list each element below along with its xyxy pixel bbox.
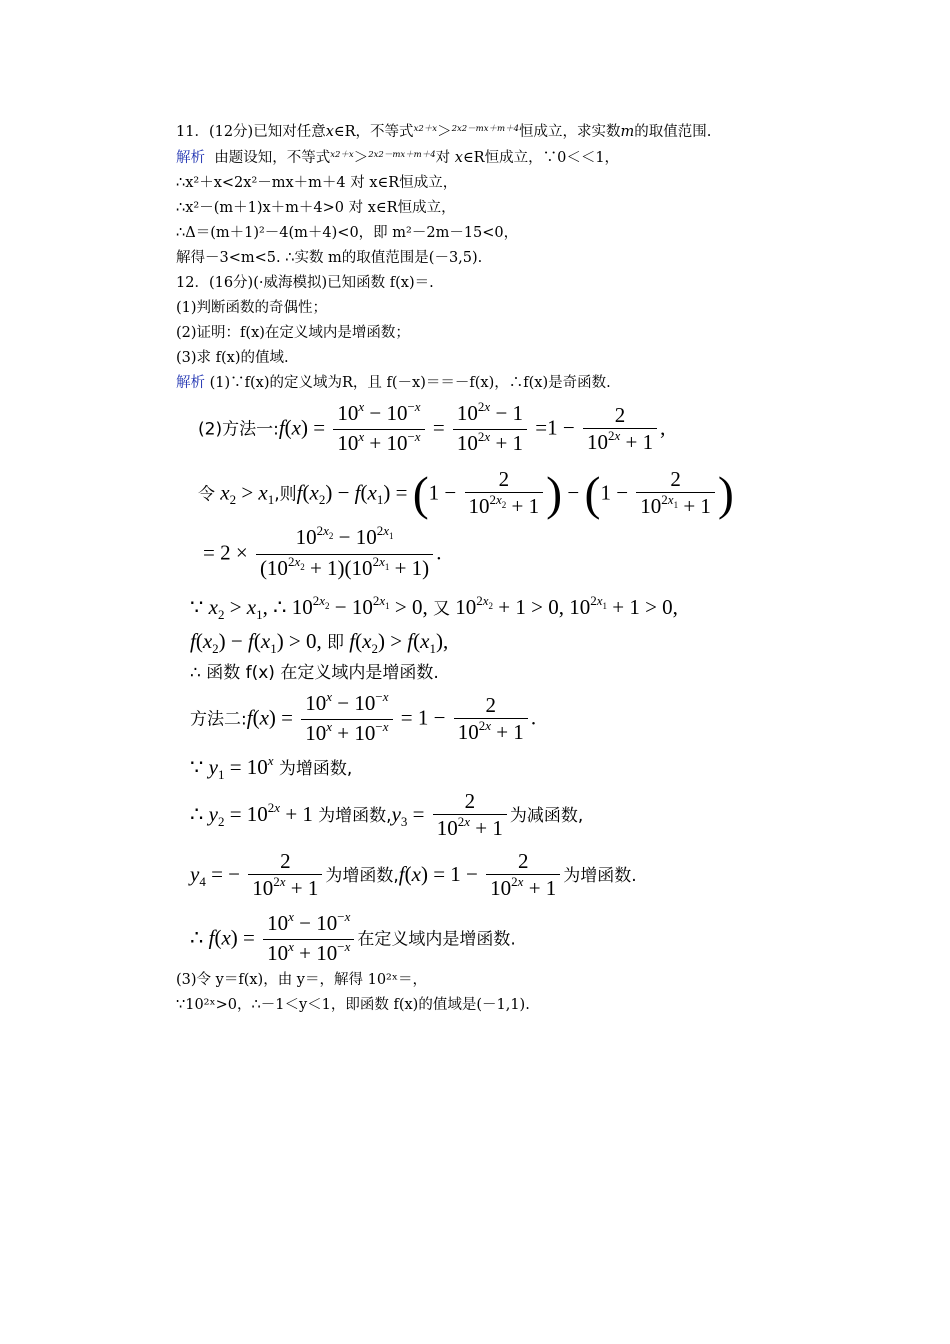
method2-conclusion-text: 在定义域内是增函数. [357, 929, 516, 950]
solution-11-line-3: ∴x²－(m＋1)x＋m＋4>0 对 x∈R恒成立， [176, 200, 456, 216]
problem-11-exp1: x2＋x [413, 124, 438, 134]
problem-11-text-e: 的取值范围. [634, 124, 712, 140]
solution-12-line-1 [176, 373, 611, 393]
solution-11-line-5: 解得－3<m<5. ∴实数 m的取值范围是(－3,5). [176, 250, 483, 266]
method1-tail: =1 − [535, 415, 575, 440]
solution-11-text-c: ∈R恒成立，∵0＜＜1， [462, 150, 620, 166]
method1-line4: ∵ $x_2 > x_1$, ∴ $10^{2x_2} - 10^{2x_1} > 0$, 又 $10^{2x_2} + 1 > 0$, $10^{2x_1} + 1 > 0$, [190, 593, 678, 622]
solution-11-text-a: 由题设知，不等式 [214, 150, 331, 166]
fraction: $\frac{10^x - 10^{-x}}{10^x + 10^{-x}}$ [263, 910, 354, 969]
solution-11-line-2: ∴x²＋x<2x²－mx＋m＋4 对 x∈R恒成立， [176, 175, 458, 191]
solution-12-part3-line1: (3)令 y＝f(x)，由 y＝，解得 10²ˣ＝， [176, 972, 428, 988]
solution-11-line-1 [176, 148, 619, 170]
method1-line5: $f(x_2) - f(x_1) > 0$, 即 $f(x_2) > f(x_1)$, [190, 629, 449, 656]
solution-label: 解析 [176, 150, 205, 166]
solution-11-gt: ＞ [353, 150, 369, 166]
method2-line3: ∴ $y_2 = 10^{2x} + 1$ 为增函数$,y_3$ = $\frac{2}{10^{2x} + 1}$ 为减函数, [190, 788, 583, 844]
fraction: $\frac{10^x - 10^{-x}}{10^x + 10^{-x}}$ [333, 400, 424, 459]
method2-lead: 方法二: [190, 709, 247, 730]
solution-12-part1: (1)∵f(x)的定义域为R，且 f(－x)＝＝－f(x)，∴f(x)是奇函数. [209, 375, 611, 391]
method2-line2: ∵ $y_1 = 10^x$ 为增函数, [190, 753, 353, 782]
method2-y3-decreasing: 为减函数, [509, 805, 584, 826]
method2-y4-increasing: 为增函数, [325, 865, 399, 886]
fraction: $\frac{2}{10^{2x} + 1}$ [248, 848, 322, 904]
method2-y2-increasing: 为增函数, [318, 805, 392, 826]
method2-increasing: 为增函数, [278, 759, 353, 779]
solution-label: 解析 [176, 375, 205, 391]
method1-let: 令 [198, 484, 215, 505]
fraction: $\frac{2}{10^{2x} + 1}$ [454, 692, 528, 748]
fraction: $\frac{2}{10^{2x} + 1}$ [583, 402, 657, 458]
problem-11-text-c: ∈R，不等式 [333, 124, 414, 140]
problem-12-q3: (3)求 f(x)的值域. [176, 350, 289, 366]
method1-line3: = 2 × $\frac{10^{2x_2} - 10^{2x_1}}{(10^{2x_2} + 1)(10^{2x_1} + 1)}$ . [203, 524, 441, 585]
fraction: $\frac{2}{10^{2x} + 1}$ [486, 848, 560, 904]
method2-conclusion: ∴ f(x) = $\frac{10^x - 10^{-x}}{10^x + 10^{-x}}$ 在定义域内是增函数. [190, 910, 516, 969]
problem-12-q1: (1)判断函数的奇偶性； [176, 300, 328, 316]
fraction: $\frac{10^{2x} - 1}{10^{2x} + 1}$ [453, 400, 527, 459]
solution-12-part3-line2: ∵10²ˣ>0，∴－1＜y＜1，即函数 f(x)的值域是(－1,1). [176, 997, 530, 1013]
problem-11 [176, 122, 711, 144]
solution-11-exp1: x2＋x [330, 150, 354, 160]
problem-11-var-m: m [620, 124, 635, 140]
fraction: $\frac{2}{10^{2x} + 1}$ [433, 788, 507, 844]
fraction: $\frac{2}{10^{2x_2} + 1}$ [465, 466, 544, 523]
fraction: $\frac{10^x - 10^{-x}}{10^x + 10^{-x}}$ [301, 690, 392, 749]
problem-12-title: 12．(16分)(·威海模拟)已知函数 f(x)＝. [176, 275, 434, 291]
method1-conclusion: ∴ 函数 f(x) 在定义域内是增函数. [190, 663, 439, 683]
problem-11-gt: ＞ [437, 124, 452, 140]
method1-lead: (2)方法一: [198, 419, 279, 440]
problem-12-q2: (2)证明：f(x)在定义域内是增函数； [176, 325, 410, 341]
problem-11-var-x: x [325, 124, 334, 140]
problem-11-text-d: 恒成立，求实数 [519, 124, 621, 140]
solution-11-var-x: x [454, 150, 463, 166]
fraction: $\frac{2}{10^{2x_1} + 1}$ [636, 466, 715, 523]
method1-namely: 即 [327, 633, 345, 653]
method2-line1: 方法二:f(x) = $\frac{10^x - 10^{-x}}{10^x + 10^{-x}}$ = 1 − $\frac{2}{10^{2x} + 1}$ . [190, 690, 536, 749]
solution-11-exp2: 2x2－mx＋m＋4 [368, 150, 436, 160]
problem-11-text-a: 11．(12分)已知对任意 [176, 124, 326, 140]
method1-line2: 令 $x_2 > x_1$,则$f(x_2) - f(x_1) = (1$ − $\frac{2}{10^{2x_2} + 1}$ ) − (1 − $\frac{2}{10^{2x_1} + 1}$ ) [198, 466, 734, 523]
method2-fx-increasing: 为增函数. [563, 865, 637, 886]
fraction: $\frac{10^{2x_2} - 10^{2x_1}}{(10^{2x_2} + 1)(10^{2x_1} + 1)}$ [256, 524, 433, 585]
method2-line4: $y_4$ = − $\frac{2}{10^{2x} + 1}$ 为增函数,f(x) = 1 − $\frac{2}{10^{2x} + 1}$ 为增函数. [190, 848, 637, 904]
problem-11-exp2: 2x2－mx＋m＋4 [451, 124, 519, 134]
solution-11-line-4: ∴Δ＝(m＋1)²－4(m＋4)<0，即 m²－2m－15<0， [176, 225, 519, 241]
method1-then: ,则 [274, 484, 297, 505]
method1-line1: (2)方法一:f(x) = $\frac{10^x - 10^{-x}}{10^x + 10^{-x}}$ = $\frac{10^{2x} - 1}{10^{2x} + 1}$ =1 − $\frac{2}{10^{2x} + 1}$ , [198, 400, 665, 459]
solution-11-text-b: 对 [435, 150, 451, 166]
